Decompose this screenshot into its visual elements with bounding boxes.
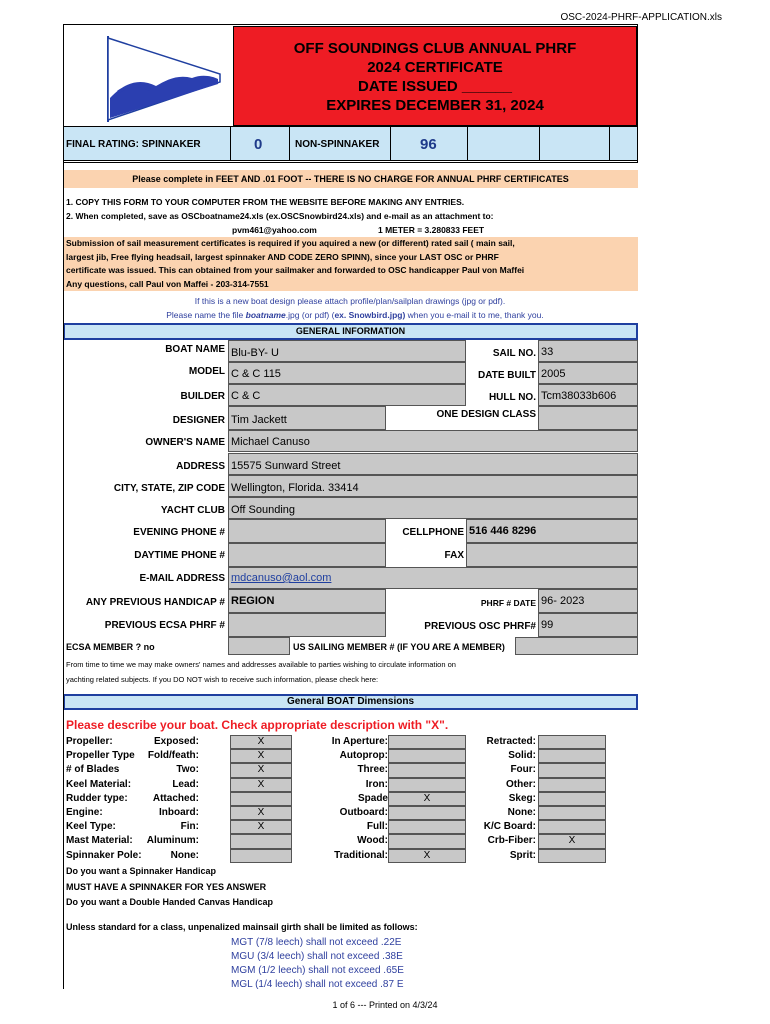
date-built-value: 2005 [541, 368, 566, 380]
dimension-option-1-label: Fin: [180, 821, 199, 833]
designer-value: Tim Jackett [231, 414, 287, 426]
dimension-option-3-label: None: [507, 807, 536, 818]
dimension-option-2-label: Full: [366, 821, 388, 833]
date-built-label: DATE BUILT [478, 370, 536, 381]
us-sailing-field[interactable] [515, 637, 638, 655]
cellphone-value: 516 446 8296 [469, 525, 537, 537]
dimension-option-2-label: Traditional: [334, 849, 388, 861]
submission-line-3: certificate was issued. This can obtained from your sailmaker and forwarded to OSC handicapper Paul von Maffei [66, 265, 525, 275]
email-address-label: E-MAIL ADDRESS [139, 573, 225, 584]
notice-banner: Please complete in FEET AND .01 FOOT -- THERE IS NO CHARGE FOR ANNUAL PHRF CERTIFICATES [63, 170, 638, 188]
spinnaker-requirement-note: MUST HAVE A SPINNAKER FOR YES ANSWER [66, 882, 267, 892]
owner-name-value: Michael Canuso [231, 436, 310, 448]
dimension-row-label: Rudder type: [66, 792, 128, 804]
dimension-option-2-cell[interactable] [388, 763, 466, 777]
dimension-option-3-cell[interactable] [538, 820, 606, 834]
form-left-border [63, 24, 64, 989]
fax-field[interactable] [466, 543, 638, 567]
spinnaker-handicap-question: Do you want a Spinnaker Handicap [66, 866, 217, 876]
file-note-pre: Please name the file [166, 310, 246, 320]
dimension-option-1-label: Lead: [172, 778, 199, 790]
describe-boat-prompt: Please describe your boat. Check appropriate description with "X". [66, 718, 449, 732]
rating-cell-a [468, 126, 540, 161]
certificate-title-block [233, 26, 637, 126]
privacy-note-2: yachting related subjects. If you DO NOT wish to receive such information, please check here: [66, 675, 379, 684]
privacy-opt-out-checkbox[interactable] [500, 672, 540, 686]
dimension-option-1-label: None: [170, 849, 199, 861]
yacht-club-label: YACHT CLUB [160, 505, 225, 516]
dimension-option-3-cell[interactable] [538, 849, 606, 863]
address-value: 15575 Sunward Street [231, 460, 341, 472]
dimension-option-1-label: Two: [176, 764, 199, 776]
dimension-option-1-mark: X [257, 750, 265, 762]
dimension-row-label: Propeller Type [66, 750, 135, 762]
girth-limit-mgl: MGL (1/4 leech) shall not exceed .87 E [231, 979, 404, 990]
city-state-zip-label: CITY, STATE, ZIP CODE [113, 483, 225, 494]
daytime-phone-label: DAYTIME PHONE # [134, 550, 225, 561]
girth-limit-mgt: MGT (7/8 leech) shall not exceed .22E [231, 937, 402, 948]
file-note-name: boatname [245, 310, 286, 320]
dimension-option-2-label: Autoprop: [339, 750, 388, 762]
dimension-option-3-cell[interactable] [538, 792, 606, 806]
rating-cell-b [540, 126, 610, 161]
dimension-option-3-label: Other: [506, 778, 536, 790]
dimension-option-2-mark: X [423, 849, 431, 861]
dimension-option-3-label: Retracted: [486, 736, 536, 747]
city-state-zip-value: Wellington, Florida. 33414 [231, 482, 359, 494]
dimension-option-1-label: Aluminum: [146, 835, 199, 847]
dimension-option-1-label: Inboard: [159, 807, 199, 818]
mainsail-girth-note: Unless standard for a class, unpenalized mainsail girth shall be limited as follows: [66, 922, 418, 932]
general-info-header: GENERAL INFORMATION [63, 323, 638, 340]
evening-phone-label: EVENING PHONE # [133, 527, 225, 538]
dimension-option-2-label: Three: [357, 764, 388, 776]
dimension-option-3-label: Four: [510, 764, 536, 776]
dimension-row-label: Keel Type: [66, 821, 116, 833]
builder-label: BUILDER [180, 391, 225, 402]
cellphone-label: CELLPHONE [402, 527, 464, 538]
model-label: MODEL [188, 366, 225, 377]
title-line-2: 2024 CERTIFICATE [367, 59, 503, 76]
dimension-option-3-cell[interactable] [538, 778, 606, 792]
builder-value: C & C [231, 390, 261, 402]
phrf-date-value: 96- 2023 [541, 595, 585, 607]
sail-no-value: 33 [541, 346, 554, 358]
dimension-option-2-cell[interactable] [388, 735, 466, 749]
dimension-option-1-mark: X [257, 778, 265, 790]
non-spinnaker-value: 96 [420, 136, 437, 153]
phrf-date-label: PHRF # DATE [480, 598, 536, 608]
owner-name-label: OWNER'S NAME [145, 437, 225, 448]
club-burgee-logo [70, 34, 230, 124]
dimension-row-label: Keel Material: [66, 778, 132, 790]
dimension-row-label: Spinnaker Pole: [66, 849, 142, 861]
title-line-1: OFF SOUNDINGS CLUB ANNUAL PHRF [293, 40, 577, 57]
previous-ecsa-field[interactable] [228, 613, 386, 637]
dimension-option-2-label: Spade [357, 792, 388, 804]
file-naming-note [0, 310, 710, 320]
address-label: ADDRESS [176, 461, 225, 472]
dimension-option-2-cell[interactable] [388, 806, 466, 820]
dimension-option-1-mark: X [257, 807, 265, 818]
fax-label: FAX [444, 550, 464, 561]
dimension-option-3-label: Solid: [508, 750, 536, 762]
dimension-option-3-label: Sprit: [509, 849, 536, 861]
previous-handicap-value: REGION [231, 595, 275, 607]
ecsa-member-label: ECSA MEMBER ? no [66, 642, 155, 652]
privacy-note-1: From time to time we may make owners' names and addresses available to parties wishing to circulate information on [66, 660, 456, 669]
file-note-post: when you e-mail it to me, thank you. [405, 310, 544, 320]
dimension-option-2-label: Outboard: [339, 807, 388, 818]
girth-limit-mgm: MGM (1/2 leech) shall not exceed .65E [231, 965, 404, 976]
designer-label: DESIGNER [172, 415, 225, 426]
dimension-option-1-mark: X [257, 821, 265, 833]
submission-line-2: largest jib, Free flying headsail, largest spinnaker AND CODE ZERO SPINN), since your LAST OSC or PHRF [66, 251, 499, 262]
girth-limit-mgu: MGU (3/4 leech) shall not exceed .38E [231, 951, 403, 962]
yacht-club-value: Off Sounding [231, 504, 296, 516]
dimension-option-3-label: K/C Board: [483, 821, 536, 833]
instruction-2: 2. When completed, save as OSCboatname24.xls (ex.OSCSnowbird24.xls) and e-mail as an attachment to: [66, 211, 494, 221]
dimension-row-label: # of Blades [66, 764, 120, 776]
dimension-option-2-label: In Aperture: [331, 736, 388, 747]
submission-notice [63, 237, 638, 291]
one-design-class-field[interactable] [538, 406, 638, 430]
dimension-option-3-label: Crb-Fiber: [487, 835, 536, 847]
double-handed-answer[interactable] [300, 895, 340, 909]
one-design-class-label: ONE DESIGN CLASS [436, 409, 536, 420]
dimension-row-label: Engine: [66, 807, 103, 818]
dimension-option-1-cell[interactable] [230, 792, 292, 806]
dimension-option-1-mark: X [257, 764, 265, 776]
title-line-3: DATE ISSUED ______ [358, 78, 512, 95]
dimension-option-2-cell[interactable] [388, 834, 466, 848]
dimension-option-2-cell[interactable] [388, 778, 466, 792]
dimension-option-2-label: Wood: [357, 835, 388, 847]
dimension-row-label: Propeller: [66, 736, 113, 747]
previous-osc-value: 99 [541, 619, 554, 631]
file-name: OSC-2024-PHRF-APPLICATION.xls [560, 12, 722, 23]
dimension-option-3-cell[interactable] [538, 806, 606, 820]
previous-osc-label: PREVIOUS OSC PHRF# [424, 621, 536, 632]
dimension-option-3-cell[interactable] [538, 763, 606, 777]
ecsa-member-field[interactable] [228, 637, 290, 655]
dimension-option-2-cell[interactable] [388, 820, 466, 834]
double-handed-question: Do you want a Double Handed Canvas Handicap [66, 897, 274, 907]
dimension-option-1-mark: X [257, 736, 265, 747]
dimension-option-2-cell[interactable] [388, 749, 466, 763]
title-line-4: EXPIRES DECEMBER 31, 2024 [326, 97, 544, 114]
dimension-option-3-cell[interactable] [538, 735, 606, 749]
builder-field[interactable] [228, 384, 466, 406]
instruction-meter: 1 METER = 3.280833 FEET [378, 225, 485, 235]
us-sailing-label: US SAILING MEMBER # (IF YOU ARE A MEMBER) [293, 642, 505, 652]
dimension-option-2-label: Iron: [365, 778, 388, 790]
new-design-note: If this is a new boat design please attach profile/plan/sailplan drawings (jpg or pdf). [194, 296, 506, 306]
dimension-option-1-label: Fold/feath: [147, 750, 199, 762]
dimension-row-label: Mast Material: [66, 835, 133, 847]
final-rating-label: FINAL RATING: SPINNAKER [66, 139, 201, 150]
non-spinnaker-label: NON-SPINNAKER [295, 139, 380, 150]
dimension-option-3-label: Skeg: [508, 792, 536, 804]
dimension-option-3-mark: X [568, 835, 576, 847]
dimension-option-1-label: Attached: [152, 792, 199, 804]
dimension-option-2-mark: X [423, 792, 431, 804]
instruction-email: pvm461@yahoo.com [232, 225, 317, 235]
submission-line-4: Any questions, call Paul von Maffei - 203-314-7551 [66, 278, 269, 289]
file-note-example: ex. Snowbird.jpg) [334, 310, 406, 320]
dimension-option-1-label: Exposed: [153, 736, 199, 747]
hull-no-label: HULL NO. [488, 392, 536, 403]
previous-handicap-label: ANY PREVIOUS HANDICAP # [85, 597, 225, 608]
boat-name-label: BOAT NAME [165, 344, 225, 355]
model-value: C & C 115 [231, 368, 281, 380]
daytime-phone-field[interactable] [228, 543, 386, 567]
dimension-option-3-cell[interactable] [538, 749, 606, 763]
submission-line-1: Submission of sail measurement certificates is required if you aquired a new (or different) rated sail ( main sail, [66, 238, 515, 248]
boat-name-value: Blu-BY- U [231, 347, 279, 359]
spinnaker-rating-value: 0 [254, 136, 263, 153]
boat-dimensions-header: General BOAT Dimensions [63, 694, 638, 710]
previous-ecsa-label: PREVIOUS ECSA PHRF # [104, 620, 225, 631]
instruction-1: 1. COPY THIS FORM TO YOUR COMPUTER FROM THE WEBSITE BEFORE MAKING ANY ENTRIES. [66, 197, 465, 207]
page-footer: 1 of 6 --- Printed on 4/3/24 [332, 1000, 438, 1010]
dimension-option-1-cell[interactable] [230, 849, 292, 863]
dimension-option-1-cell[interactable] [230, 834, 292, 848]
sail-no-label: SAIL NO. [492, 348, 536, 359]
spinnaker-handicap-answer[interactable] [300, 864, 340, 878]
evening-phone-field[interactable] [228, 519, 386, 543]
hull-no-value: Tcm38033b606 [541, 390, 617, 402]
file-note-mid: .jpg (or pdf) ( [285, 310, 335, 320]
email-address-value[interactable]: mdcanuso@aol.com [231, 572, 332, 584]
